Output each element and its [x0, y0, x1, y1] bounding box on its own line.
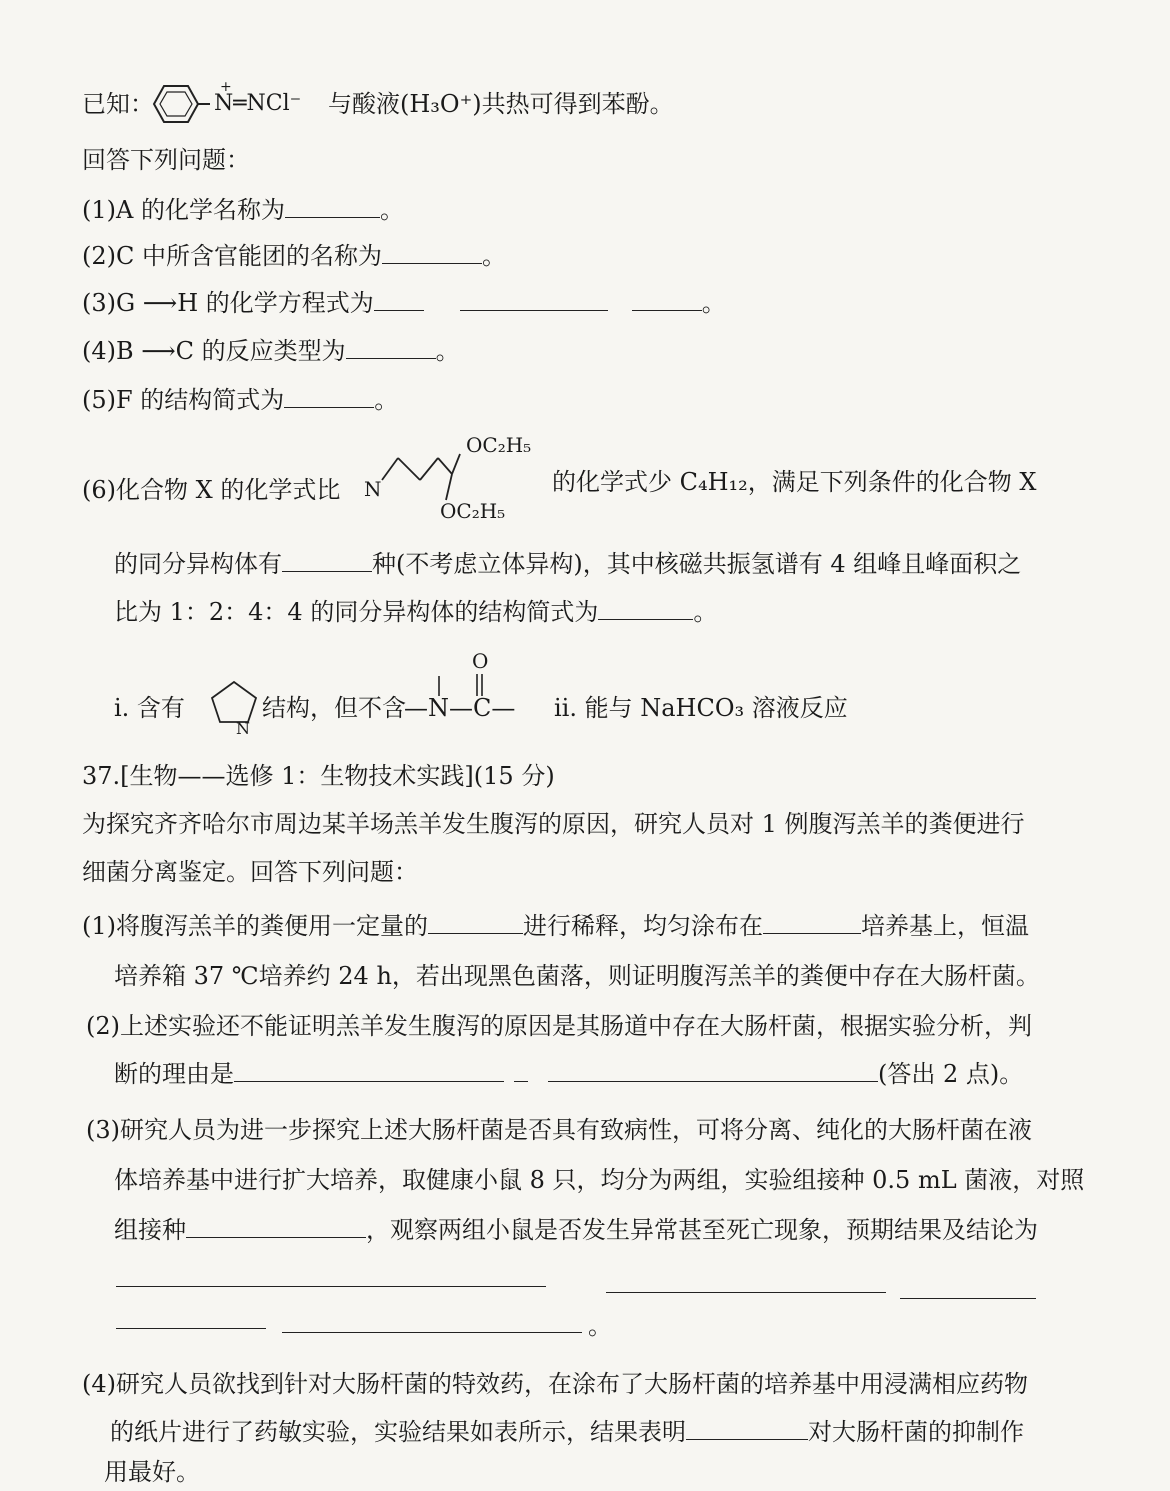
ring-n: N [236, 719, 250, 738]
struct-bottom-group: OC₂H₅ [440, 499, 506, 523]
q36-6-post: 的化学式少 C₄H₁₂，满足下列条件的化合物 X [552, 468, 1037, 496]
answer-blank[interactable] [548, 1059, 878, 1082]
struct-n: N [364, 477, 382, 501]
diazonium-plus: + [220, 79, 232, 95]
q36-1: (1)A 的化学名称为 。 [82, 196, 404, 224]
answer-blank[interactable] [285, 195, 380, 218]
answer-blank[interactable] [632, 288, 702, 311]
q36-6-line2: 的同分异构体有 种(不考虑立体异构)，其中核磁共振氢谱有 4 组峰且峰面积之 [114, 550, 1022, 578]
q37-intro-1: 为探究齐齐哈尔市周边某羊场羔羊发生腹泻的原因，研究人员对 1 例腹泻羔羊的粪便进行 [82, 810, 1025, 838]
cond-i-mid: 结构，但不含 [262, 694, 406, 722]
q37-1-a: (1)将腹泻羔羊的粪便用一定量的 进行稀释，均匀涂布在 培养基上，恒温 [82, 912, 1029, 940]
q36-6-line3: 比为 1：2：4：4 的同分异构体的结构简式为 。 [114, 598, 718, 626]
answer-blank[interactable] [460, 288, 608, 311]
q36-5: (5)F 的结构简式为 。 [82, 386, 399, 414]
q37-3-c: 组接种 ，观察两组小鼠是否发生异常甚至死亡现象，预期结果及结论为 [114, 1216, 1038, 1244]
answer-blank[interactable] [284, 385, 374, 408]
q37-title: 37.[生物——选修 1：生物技术实践](15 分) [82, 762, 555, 790]
diazonium-formula: N═NCl⁻ [214, 91, 302, 116]
known-line [82, 88, 154, 120]
q37-2-a: (2)上述实验还不能证明羔羊发生腹泻的原因是其肠道中存在大肠杆菌，根据实验分析，判 [86, 1012, 1032, 1040]
answer-blank[interactable] [514, 1059, 528, 1082]
q37-3-b: 体培养基中进行扩大培养，取健康小鼠 8 只，均分为两组，实验组接种 0.5 mL 菌液，对照 [114, 1166, 1085, 1194]
answer-blank[interactable] [282, 549, 372, 572]
q37-intro-2: 细菌分离鉴定。回答下列问题： [82, 858, 418, 886]
q37-1-b: 培养箱 37 ℃培养约 24 h，若出现黑色菌落，则证明腹泻羔羊的粪便中存在大肠杆菌。 [114, 962, 1040, 990]
cond-ii: ⅱ. 能与 NaHCO₃ 溶液反应 [554, 694, 848, 722]
answer-blank[interactable] [186, 1215, 366, 1238]
answer-blank[interactable] [428, 911, 523, 934]
struct-top-group: OC₂H₅ [466, 433, 532, 457]
answer-blank[interactable] [116, 1264, 546, 1287]
answer-blank[interactable] [900, 1276, 1036, 1299]
answer-prompt: 回答下列问题： [82, 146, 250, 174]
q37-4-c: 用最好。 [104, 1458, 200, 1486]
q37-3-end: 。 [588, 1312, 612, 1340]
q36-4: (4)B ⟶C 的反应类型为 。 [82, 337, 460, 365]
answer-blank[interactable] [763, 911, 861, 934]
q37-2-b: 断的理由是 (答出 2 点)。 [114, 1060, 1024, 1088]
cond-i-pre: ⅰ. 含有 [114, 694, 185, 722]
answer-blank[interactable] [374, 288, 424, 311]
amide-o: O [472, 649, 489, 673]
benzene-ring-icon [152, 84, 200, 124]
answer-blank[interactable] [116, 1306, 266, 1329]
answer-blank[interactable] [598, 597, 693, 620]
q37-4-b: 的纸片进行了药敏实验，实验结果如表所示，结果表明 对大肠杆菌的抑制作 [110, 1418, 1024, 1446]
answer-blank[interactable] [606, 1270, 886, 1293]
pyrrolidine-ring-icon [206, 678, 262, 728]
q37-4-a: (4)研究人员欲找到针对大肠杆菌的特效药，在涂布了大肠杆菌的培养基中用浸满相应药物 [82, 1370, 1028, 1398]
q36-2: (2)C 中所含官能团的名称为 。 [82, 242, 506, 270]
q36-6-pre: (6)化合物 X 的化学式比 [82, 476, 341, 504]
answer-blank[interactable] [282, 1310, 582, 1333]
known-suffix: 与酸液(H₃O⁺)共热可得到苯酚。 [328, 90, 674, 118]
answer-blank[interactable] [686, 1417, 808, 1440]
answer-blank[interactable] [234, 1059, 504, 1082]
amide-formula: —N—C— [404, 694, 516, 722]
answer-blank[interactable] [346, 336, 436, 359]
answer-blank[interactable] [382, 241, 482, 264]
q36-3: (3)G ⟶H 的化学方程式为 。 [82, 289, 726, 317]
known-prefix: 已知： [82, 90, 154, 118]
q37-3-a: (3)研究人员为进一步探究上述大肠杆菌是否具有致病性，可将分离、纯化的大肠杆菌在液 [86, 1116, 1032, 1144]
